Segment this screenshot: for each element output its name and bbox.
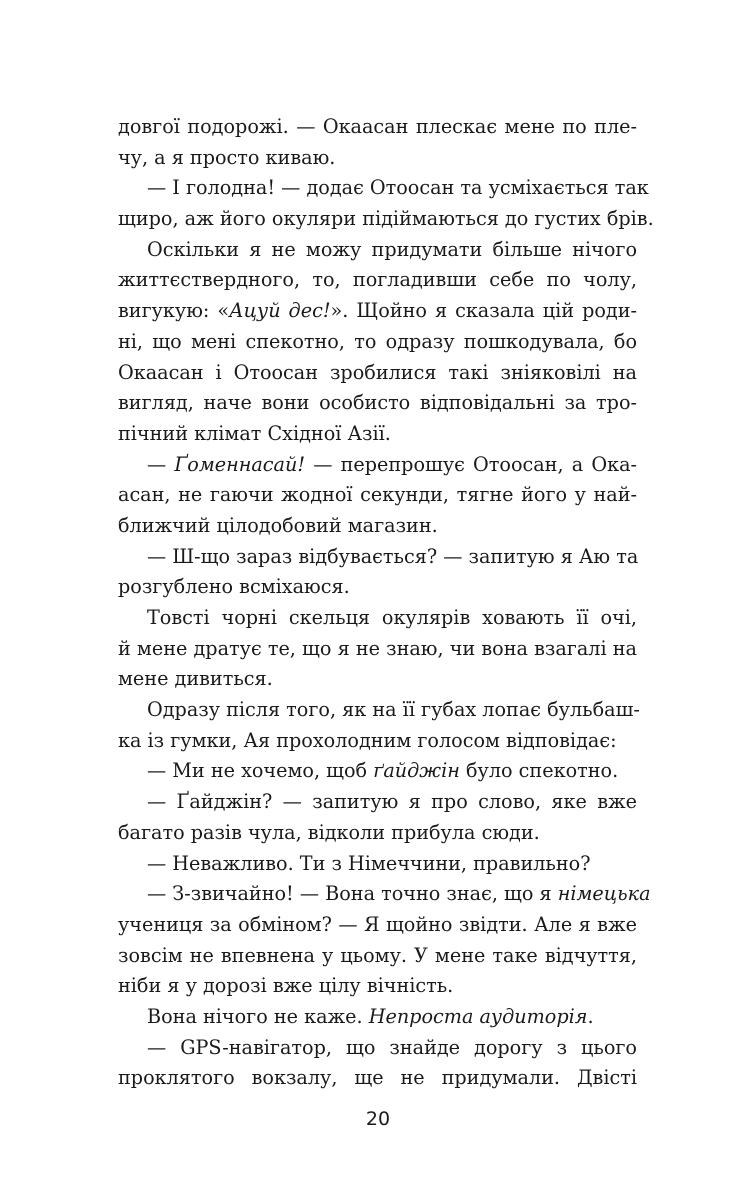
text-line bbox=[118, 971, 637, 1002]
text-segment: життєствердного, то, погладивши себе по чолу, bbox=[118, 268, 637, 292]
text-segment: пічний клімат Східної Азії. bbox=[118, 421, 391, 445]
book-page-text bbox=[118, 112, 654, 1094]
italic-text: Ацуй дес! bbox=[229, 299, 331, 323]
page-number: 20 bbox=[365, 1108, 391, 1130]
text-segment: чу, а я просто киваю. bbox=[118, 145, 336, 169]
text-line bbox=[118, 1002, 637, 1033]
text-line bbox=[118, 173, 649, 204]
text-segment: . bbox=[587, 1004, 594, 1028]
text-segment: розгублено всміхаюся. bbox=[118, 575, 350, 599]
italic-text: ґайджін bbox=[373, 759, 460, 783]
text-line bbox=[118, 1033, 637, 1064]
text-line bbox=[118, 265, 637, 296]
text-line bbox=[118, 818, 637, 849]
text-line bbox=[118, 235, 637, 266]
text-line bbox=[118, 941, 637, 972]
text-segment: — GPS-навігатор, що знайде дорогу з цього bbox=[147, 1035, 637, 1059]
text-segment: — З-звичайно! — Вона точно знає, що я bbox=[147, 882, 558, 906]
text-segment: щиро, аж його окуляри підіймаються до густих брів. bbox=[118, 207, 654, 231]
text-segment: — Ґайджін? — запитую я про слово, яке вже bbox=[147, 790, 637, 814]
text-line bbox=[118, 143, 637, 174]
text-segment: Оскільки я не можу придумати більше нічого bbox=[147, 237, 637, 261]
text-line bbox=[118, 296, 637, 327]
text-segment: зовсім не впевнена у цьому. У мене таке відчуття, bbox=[118, 943, 637, 967]
text-segment: Окаасан і Отоосан зробилися такі зніяковілі на bbox=[118, 360, 637, 384]
text-segment: Одразу після того, як на її губах лопає бульбаш- bbox=[147, 698, 640, 722]
text-segment: — Ми не хочемо, щоб bbox=[147, 759, 374, 783]
text-line bbox=[118, 849, 637, 880]
text-line bbox=[118, 787, 637, 818]
text-segment: — перепрошує Отоосан, а Ока- bbox=[305, 452, 637, 476]
text-segment: ні, що мені спекотно, то одразу пошкодувала, бо bbox=[118, 329, 637, 353]
text-segment: — І голодна! — додає Отоосан та усміхається так bbox=[147, 176, 649, 200]
text-segment: учениця за обміном? — Я щойно звідти. Але я вже bbox=[118, 912, 637, 936]
text-line bbox=[118, 572, 637, 603]
text-line bbox=[118, 1063, 637, 1094]
text-segment: ближчий цілодобовий магазин. bbox=[118, 513, 438, 537]
text-line bbox=[118, 358, 637, 389]
text-line bbox=[118, 112, 637, 143]
italic-text: Ґоменнасай! bbox=[174, 452, 306, 476]
text-segment: вигляд, наче вони особисто відповідальні за тро- bbox=[118, 391, 637, 415]
text-segment: — Неважливо. Ти з Німеччини, правильно? bbox=[147, 851, 591, 875]
text-segment: було спекотно. bbox=[459, 759, 619, 783]
text-segment: — bbox=[147, 452, 175, 476]
text-segment: й мене дратує те, що я не знаю, чи вона взагалі на bbox=[118, 636, 637, 660]
text-segment: асан, не гаючи жодної секунди, тягне його у най- bbox=[118, 483, 637, 507]
text-segment: ка із гумки, Ая прохолодним голосом відповідає: bbox=[118, 728, 617, 752]
text-line bbox=[118, 879, 651, 910]
text-line bbox=[118, 910, 637, 941]
text-line bbox=[118, 388, 637, 419]
text-segment: Вона нічого не каже. bbox=[147, 1004, 369, 1028]
text-segment: вигукую: « bbox=[118, 299, 230, 323]
text-line bbox=[118, 511, 637, 542]
text-line bbox=[118, 480, 637, 511]
text-segment: проклятого вокзалу, ще не придумали. Двісті bbox=[118, 1066, 637, 1090]
text-line bbox=[118, 726, 637, 757]
text-line bbox=[118, 756, 637, 787]
text-line bbox=[118, 603, 637, 634]
text-line bbox=[118, 450, 637, 481]
text-line bbox=[118, 204, 654, 235]
text-line bbox=[118, 542, 637, 573]
text-segment: мене дивиться. bbox=[118, 667, 273, 691]
text-segment: ніби я у дорозі вже цілу вічність. bbox=[118, 974, 454, 998]
text-line bbox=[118, 634, 637, 665]
text-line bbox=[118, 327, 637, 358]
text-segment: — Ш-що зараз відбувається? — запитую я Аю та bbox=[147, 544, 639, 568]
text-line bbox=[118, 419, 637, 450]
text-segment: багато разів чула, відколи прибула сюди. bbox=[118, 820, 540, 844]
italic-text: Непроста аудиторія bbox=[368, 1004, 588, 1028]
text-segment: довгої подорожі. — Окаасан плескає мене по пле- bbox=[118, 115, 637, 138]
text-line bbox=[118, 695, 640, 726]
text-segment: Товсті чорні скельця окулярів ховають її очі, bbox=[147, 606, 637, 629]
text-segment: ». Щойно я сказала цій роди- bbox=[330, 299, 637, 323]
text-line bbox=[118, 664, 637, 695]
italic-text: німецька bbox=[557, 882, 651, 906]
